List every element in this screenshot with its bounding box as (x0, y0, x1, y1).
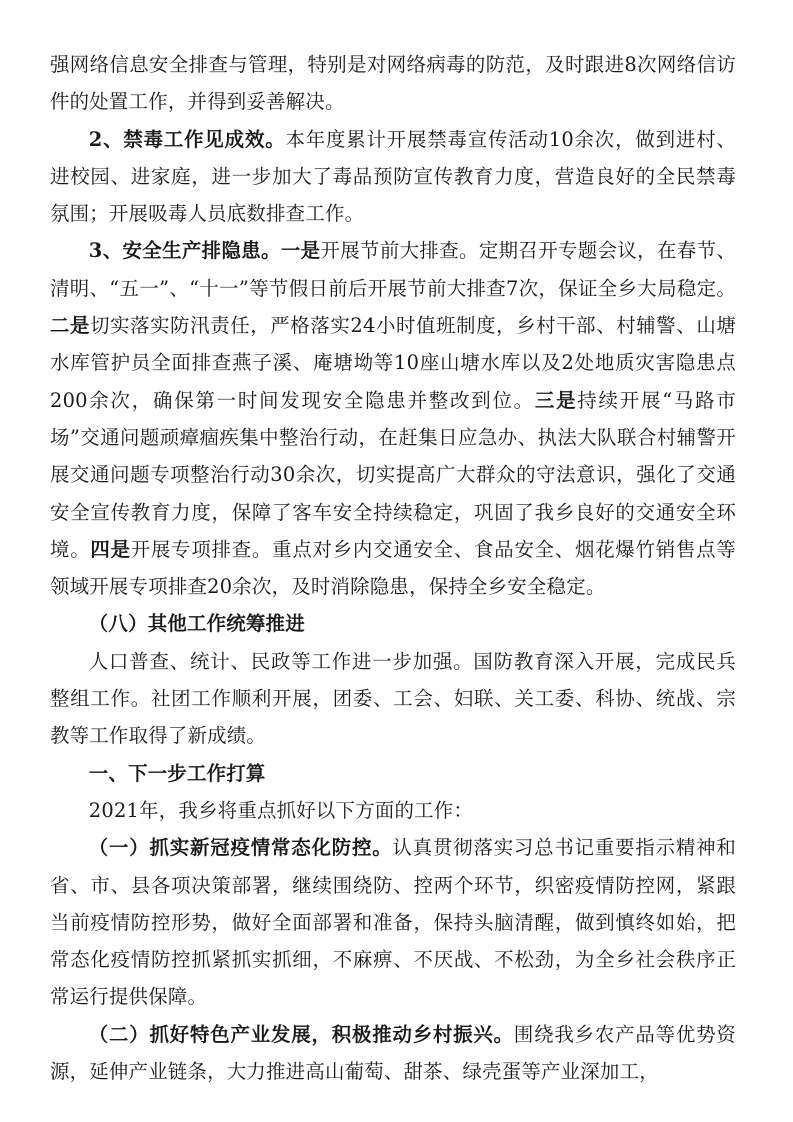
item-heading: 2、禁毒工作见成效。 (88, 127, 286, 151)
item-heading: （一）抓实新冠疫情常态化防控。 (88, 836, 393, 860)
paragraph-text: 围绕我乡农产品等优势资源，延伸产业链条，大力推进高山葡萄、甜茶、绿壳蛋等产业深加工， (50, 1022, 737, 1084)
paragraph-text: 认真贯彻落实习总书记重要指示精神和省、市、县各项决策部署，继续围绕防、控两个环节，织密疫情防控网，紧跟当前疫情防控形势，做好全面部署和准备，保持头脑清醒，做到慎终如始，把常态化疫情防控抓紧抓实抓细，不麻痹、不厌战、不松劲，为全乡社会秩序正常运行提供保障。 (50, 836, 737, 1009)
paragraph-network-security (50, 46, 736, 121)
point-text-1: 开展节前大排查。定期召开专题会议，在春节、清明、“五一”、“十一”等节假日前后开展节前大排查7次，保证全乡大局稳定。 (50, 239, 737, 300)
paragraph-text: 强网络信息安全排查与管理，特别是对网络病毒的防范，及时跟进8次网络信访件的处置工作，并得到妥善解决。 (50, 53, 736, 114)
point-marker-2: 二是 (50, 314, 91, 338)
point-text-2: 切实落实防汛责任，严格落实24小时值班制度，乡村干部、村辅警、山塘水库管护员全面排查燕子溪、庵塘坳等10座山塘水库以及2处地质灾害隐患点200余次，确保第一时间发现安全隐患并整改到位。 (50, 314, 736, 412)
point-text-3: 持续开展“马路市场”交通问题顽瘴痼疾集中整治行动，在赶集日应急办、执法大队联合村辅警开展交通问题专项整治行动30余次，切实提高广大群众的守法意识，强化了交通安全宣传教育力度，保障了客车安全持续稳定，巩固了我乡良好的交通安全环境。 (50, 388, 737, 561)
document-page (50, 46, 736, 1090)
paragraph-industry-development (50, 1016, 736, 1091)
paragraph-safety-production (50, 232, 736, 605)
item-heading: （二）抓好特色产业发展，积极推动乡村振兴。 (88, 1022, 514, 1046)
point-marker-4: 四是 (90, 537, 131, 561)
paragraph-drug-control (50, 121, 736, 233)
paragraph-text: 人口普查、统计、民政等工作进一步加强。国防教育深入开展，完成民兵整组工作。社团工作顺利开展，团委、工会、妇联、关工委、科协、统战、宗教等工作取得了新成绩。 (50, 649, 736, 748)
paragraph-epidemic-control (50, 829, 736, 1015)
point-marker-1: 一是 (280, 239, 321, 263)
point-marker-3: 三是 (534, 388, 578, 412)
section-heading-next-plan: 一、下一步工作打算 (88, 761, 266, 785)
point-text-4: 开展专项排查。重点对乡内交通安全、食品安全、烟花爆竹销售点等领域开展专项排查20余次，及时消除隐患，保持全乡安全稳定。 (50, 537, 737, 599)
item-heading: 3、安全生产排隐患。 (88, 239, 281, 263)
paragraph-other-work (50, 643, 736, 755)
paragraph-plan-intro (50, 792, 736, 829)
paragraph-text: 2021年，我乡将重点抓好以下方面的工作： (88, 798, 474, 822)
section-heading-other-work: （八）其他工作统筹推进 (88, 612, 305, 636)
paragraph-text: 本年度累计开展禁毒宣传活动10余次，做到进村、进校园、进家庭，进一步加大了毒品预防宣传教育力度，营造良好的全民禁毒氛围；开展吸毒人员底数排查工作。 (50, 127, 736, 226)
